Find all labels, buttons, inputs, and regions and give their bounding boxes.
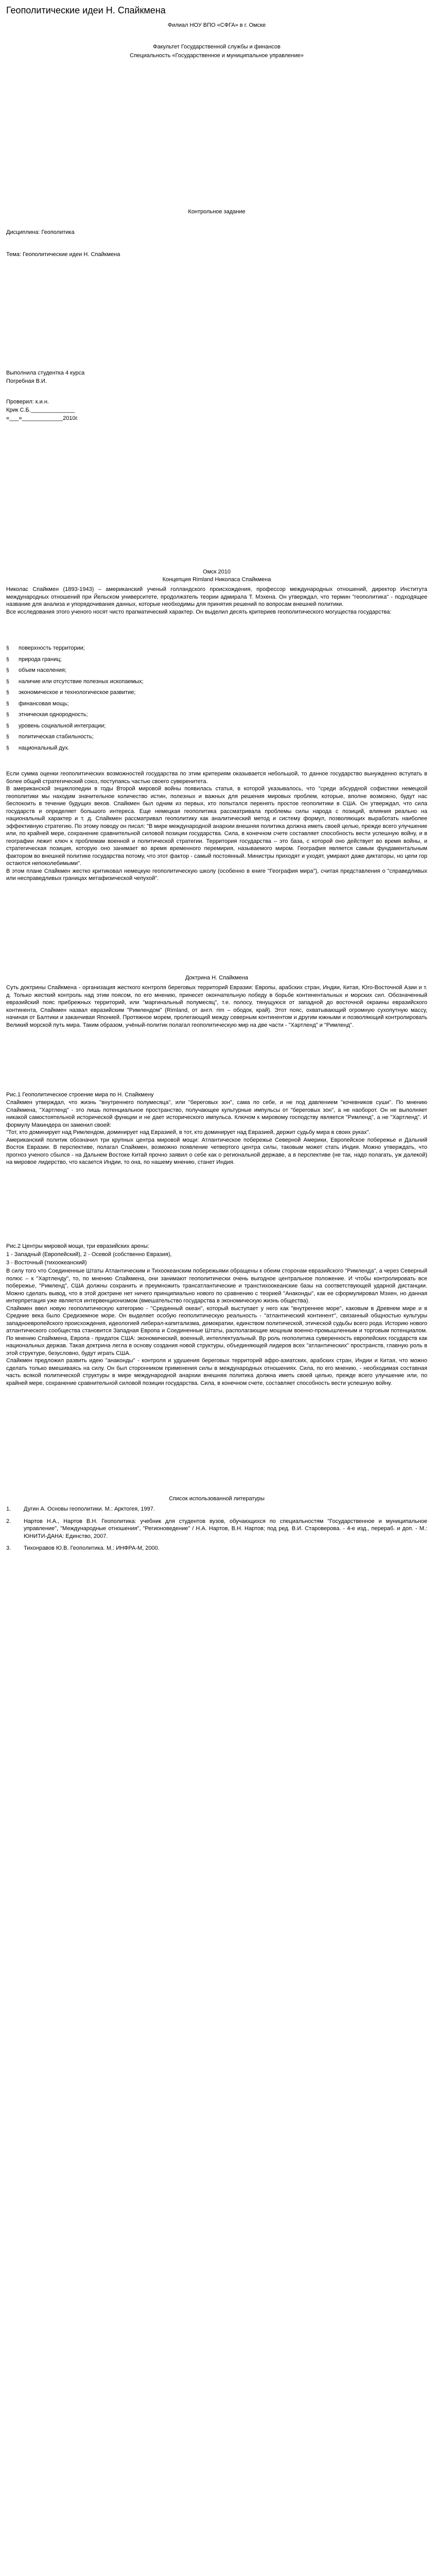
paragraph: Спайкмен ввел новую геополитическую категорию - "Срединный океан", который выступает у него как "внутреннее море", каковым в Древнем мире и в Средние века было Средиземное море. Он выделяет особую геополитическую реальность - "атлантический континент", связанный общностью культуры западноевропейского происхождения, идеологией либерал-капитализма, демократии, единством политической, этической судьбы всего рода. Историю нового атлантического сообщества становится Западная Европа и Соединенные Штаты, располагающие мощным военно-промышленным и торговым потенциалом. По мнению Спайкмена, Европа - придаток США: экономический, военный, интеллектуальный. Вр роль геополитика суверенность европейских государств как национальных держав. Такая доктрина легла в основу создания новой структуры, объединяющей лидеров всех "атлантических" пространств, главную роль в этой структуре, безусловно, будут играть США.	[6, 1305, 427, 1357]
paragraph: Если сумма оценки геополитических возможностей государства по этим критериям оказывается небольшой, то данное государство вынужденно вступать в более общий стратегический союз, поступаясь частью своего суверенитета.	[6, 771, 427, 785]
list-item: § уровень социальной интеграции;	[6, 722, 106, 729]
city-year: Омск 2010	[203, 569, 231, 575]
body-section-a	[6, 770, 427, 883]
arena-line-2: 3 - Восточный (тихоокеанский)	[6, 1260, 87, 1266]
arena-line-1: 1 - Западный (Европейский), 2 - Осевой (собственно Евразия),	[6, 1251, 172, 1258]
doctrine-title: Доктрина Н. Спайкмена	[185, 975, 249, 981]
paragraph: В американской энциклопедии в годы Второй мировой войны появилась статья, в которой указывалось, что "среди абсурдной софистики немецкой геополитики мы находим значительное количество истин, полезных и важных для решения мировых проблем, которые, вполне возможно, будут нас беспокоить в течение будущих веков. Спайкмен был одним из первых, кто попытался перенять простое геополитики в США. Он утверждал, что сила государств и определяет большого интереса. Еще немецкая геополитика рассматривала проблемы силы народа с позиций, влияния реально на национальный характер и т. д. Спайкмен рассматривал геополитику как аналитический метод и систему формул, позволяющих выработать наиболее эффективную стратегию. По этому поводу он писал: "В мире международной анархии внешняя политика должна иметь своей целью, прежде всего улучшение или, по крайней мере, сохранение сравнительной силовой позиции государства. Сила, в конечном счете составляет способность вести успешную войну, и в географии лежит ключ к проблемам военной и политической стратегии. Территория государства – это база, с которой оно действует во время войны, и стратегическая позиция, которую оно занимает во время временного перемирия, называемого миром. География является самым фундаментальным фактором во внешней политике государства потому, что этот фактор - самый постоянный. Министры приходят и уходят, умирают даже диктаторы, но цепи гор остаются непоколебимыми".	[6, 786, 427, 867]
author-line-2: Погребная В.И.	[6, 378, 47, 384]
list-item: § объем населения;	[6, 667, 66, 674]
list-item: § политическая стабильность;	[6, 734, 94, 740]
list-item: § поверхность территории;	[6, 645, 85, 651]
bullet-mark: §	[6, 723, 9, 729]
reference-item: 1. Дугин А. Основы геополитики. М.: Арктогея, 1997.	[6, 1506, 155, 1512]
references-title: Список использованной литературы	[169, 1496, 265, 1502]
discipline-line: Дисциплина: Геополитика	[6, 229, 75, 235]
bullet-mark: §	[6, 745, 9, 751]
paragraph: "Тот, кто доминирует над Римлендом, доминирует над Евразией, в тот, кто доминирует над Евразией, держит судьбу мира в своих руках".	[6, 1129, 371, 1136]
figure-2-caption: Рис.2 Центры мировой мощи, три евразийских арены:	[6, 1243, 149, 1249]
author-line-1: Выполнила студентка 4 курса	[6, 370, 85, 376]
paragraph: В этом плане Спайкмен жестко критиковал немецкую геополитическую школу (особенно в книге "География мира"), считая представления о "справедливых или несправедливых границах метафизической чепухой".	[6, 868, 427, 882]
list-item: § экономическое и технологическое развитие;	[6, 689, 136, 696]
doctrine-paragraph: Суть доктрины Спайкмена - организация жесткого контроля береговых территорий Евразии: Европы, арабских стран, Индии, Китая, Юго-Восточной Азии и т. д. Только жесткий контроль над этим поясом, по его мнению, принесет окончательную победу в борьбе континентальных и морских сил. Обозначенный евразийский пояс прибрежных территорий, или "маргинальный полумесяц", т.е. полосу, тянущуюся от западной до восточной окраины евразийского континента, Спайкмен назвал евразийским "Римлендом" (Rimland, от англ. rim – ободок, край). Этот пояс, охватывающий огромную сухопутную массу, начиная от Балтики и заканчивая Японией. Протяжное морем, пролегающий между северным континентом и другим южными и позволяющий контролировать Великий морской путь мира. Таким образом, учёный-политик полагал геополитическую мир на две части - "Хартленд" и "Римленд".	[6, 985, 427, 1028]
work-type: Контрольное задание	[188, 209, 246, 215]
reference-item: 2. Нартов Н.А., Нартов В.Н. Геополитика: учебник для студентов вузов, обучающихся по специальностям "Государственное и муниципальное управление", "Международные отношения", "Регионоведение" / Н.А. Нартов, В.Н. Нартов; под ред. В.И. Староверова. - 4-е изд., перераб. и доп. - М.: ЮНИТИ-ДАНА: Единство, 2007.	[6, 1518, 427, 1539]
checked-line-2: Крик С.Б.______________	[6, 407, 75, 413]
concept-title: Концепция Rimland Николаса Спайкмена	[162, 577, 271, 583]
paragraph: Спайкмен предложил развить идею "анаконды" - контроля и удушения береговых территорий афро-азиатских, арабских стран, Индии и Китая, что можно сделать только вмешиваясь на силу. Он был сторонником применения силы в международных отношениях. Сила, по его мнению, - необходимая составная часть всякой политической структуры в мире международной анархии внешняя политика должна иметь своей целью, прежде всего улучшение или, по крайней мере, сохранение сравнительной силовой позиции государства. Сила, в конечном счете, составляет способность вести успешную войну.	[6, 1358, 427, 1386]
specialty-line: Специальность «Государственное и муниципальное управление»	[130, 53, 304, 59]
list-item: § этническая однородность;	[6, 711, 88, 718]
intro-section	[6, 586, 427, 616]
list-item: § природа границ;	[6, 656, 62, 663]
list-item: § национальный дух.	[6, 744, 69, 751]
bullet-mark: §	[6, 656, 9, 663]
faculty-line: Факультет Государственной службы и финансов	[153, 44, 281, 50]
institution-line: Филиал НОУ ВПО «СФГА» в г. Омске	[167, 22, 266, 28]
checked-line-1: Проверил: к.и.н.	[6, 399, 49, 405]
bullet-mark: §	[6, 646, 9, 651]
bullet-mark: §	[6, 679, 9, 685]
bullet-mark: §	[6, 701, 9, 707]
figure-1-caption: Рис.1 Геополитическое строение мира по Н. Спайкмену	[6, 1092, 154, 1098]
list-item: § наличие или отсутствие полезных ископаемых;	[6, 678, 144, 685]
reference-item: 3. Тихонравов Ю.В. Геополитика. М.: ИНФРА-М, 2000.	[6, 1545, 160, 1552]
document-title: Геополитические идеи Н. Спайкмена	[6, 5, 166, 15]
bullet-mark: §	[6, 734, 9, 740]
bullet-mark: §	[6, 668, 9, 674]
bullet-mark: §	[6, 712, 9, 718]
paragraph: Спайкмен утверждал, что жизнь "внутреннего полумесяца", или "береговых зон", сама по себе, и не под давлением "кочевников суши". По мнению Спайкмена, "Хартленд" - это лишь потенциальное пространство, получающее культурные импульсы от "береговых зон", а не наоборот. Он не выполняет никакой самостоятельной исторической функции и не дает исторического импульса. Ключом к мировому господству является "Римленд", а не "Хартленд". И формулу Макиндера он заменил своей:	[6, 1099, 427, 1128]
paragraph: Американский политик обозначил три крупных центра мировой мощи: Атлантическое побережье Северной Америки, Европейское побережье и Дальний Восток Евразии. В перспективе, полагал Спайкмен, возможно появление четвертого центра силы, таковым может стать Индия. Можно утверждать, что прогноз ученого сбылся - на Дальнем Востоке Китай прочно заявил о себе как о региональной державе, а в перспективе (не так, надо полагать, уж далекой) на мировое лидерство, что касается Индии, то она, по нашему мнению, станет Индия.	[6, 1137, 427, 1166]
intro-paragraph-1: Николас Спайкмен (1893-1943) – американский ученый голландского происхождения, профессор международных отношений, директор Института международных отношений при Йельском университете, продолжатель теории адмирала Т. Мэхена. Он утверждал, что термин "геополитика" - подходящее название для анализа и упорядочивания данных, которые необходимы для принятия решений по вопросам внешней политики.	[6, 586, 427, 608]
paragraph: В силу того что Соединенные Штаты Атлантическим и Тихоокеанским побережьями обращены к обеим сторонам евразийского "Римленда", а через Северный полюс – к "Хартленду", то, по мнению Спайкмена, они занимают геополитически очень выгодное центральное положение. И чтобы контролировать все побережье, "Римленд", США должны сохранить и преумножить трансатлантические и транстихоокеанские базы на соответствующей ударной дистанции. Можно сделать вывод, что в этой доктрине нет ничего принципиально нового по сравнению с теорией "Анаконды", как ее сформулировал Мэхен, но данная интерпретация уже является интервенционизмом (вмешательство государства в экономическую жизнь общества).	[6, 1268, 427, 1304]
date-line: «___»_____________2010г.	[6, 415, 79, 421]
body-section-c	[6, 1267, 427, 1387]
criteria-list	[6, 645, 427, 755]
bullet-mark: §	[6, 690, 9, 696]
intro-paragraph-2: Все исследования этого ученого носят чисто прагматический характер. Он выделил десять критериев геополитического могущества государства:	[6, 608, 392, 615]
list-item: § финансовая мощь;	[6, 700, 69, 707]
references-list	[6, 1505, 427, 1557]
topic-line: Тема: Геополитические идеи Н. Спайкмена	[6, 251, 120, 258]
body-section-b	[6, 1099, 427, 1166]
